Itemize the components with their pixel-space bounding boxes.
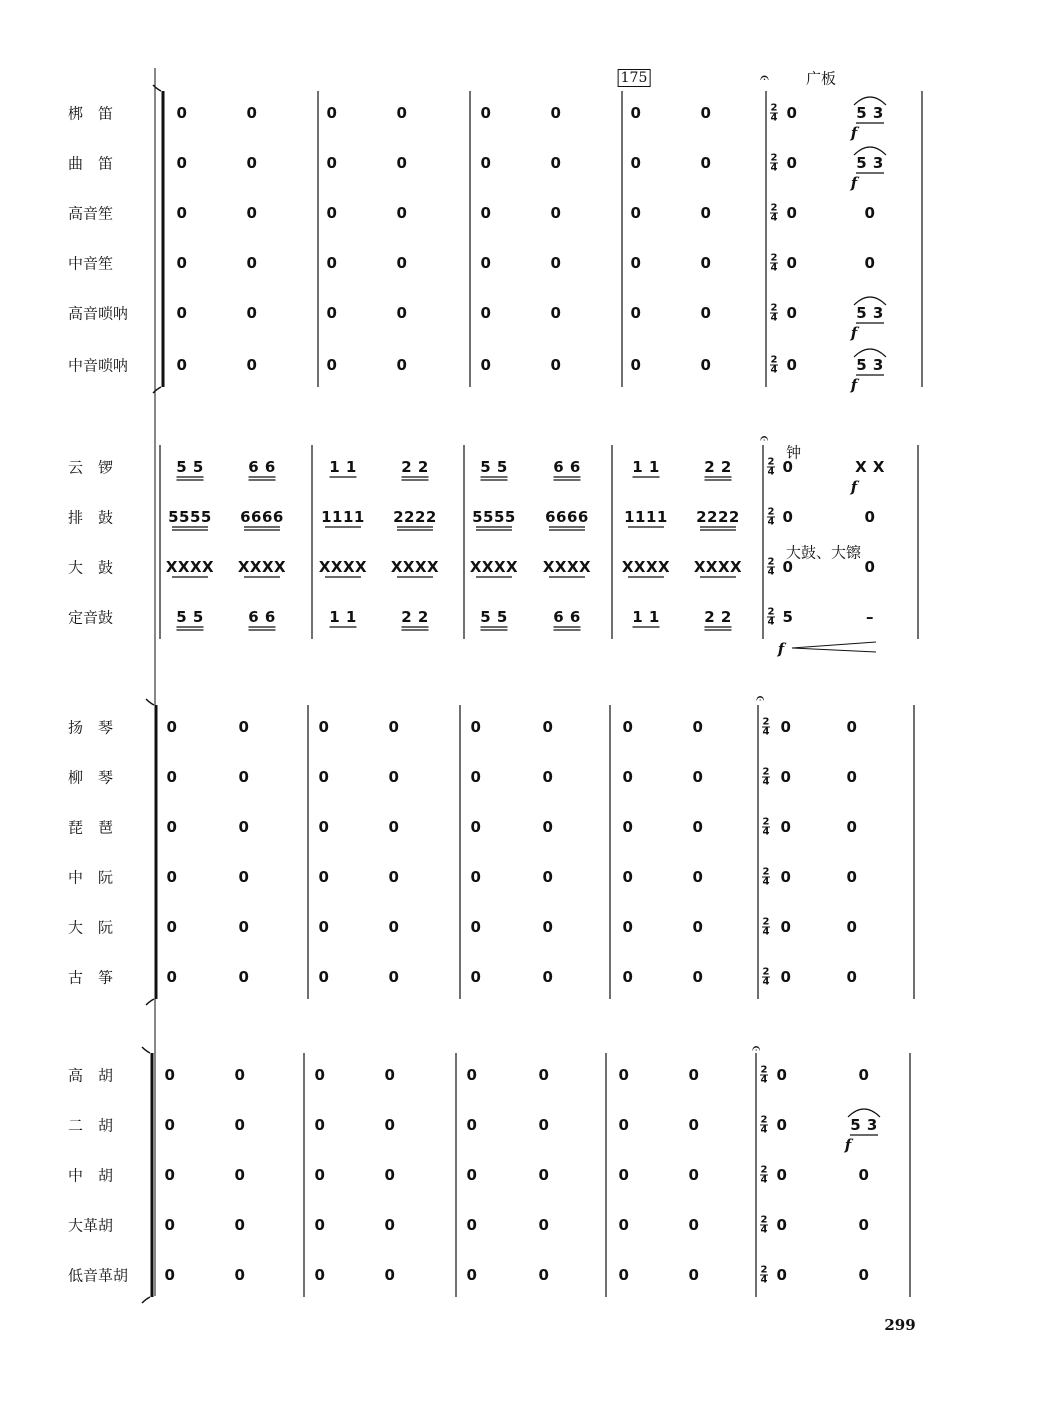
note-0-0: XXXX	[165, 558, 215, 576]
note-0-0: 0	[166, 768, 178, 786]
note-0-1: 0	[246, 154, 258, 172]
last-note-0: 0	[776, 1216, 788, 1234]
note-2-1: 0	[550, 356, 562, 374]
note-3-0: 1 1	[632, 458, 660, 476]
bracket-top-hook	[146, 699, 154, 705]
time-signature: 2 4	[770, 102, 778, 124]
time-signature: 2 4	[760, 1264, 768, 1286]
last-note-0: 0	[786, 304, 798, 322]
time-signature: 2 4	[762, 916, 770, 938]
note-2-1: XXXX	[542, 558, 592, 576]
note-1-1: 0	[396, 254, 408, 272]
time-signature: 2 4	[770, 354, 778, 376]
note-0-0: 0	[164, 1216, 176, 1234]
last-note-0: 0	[780, 868, 792, 886]
note-3-1: 0	[692, 718, 704, 736]
bracket-bottom-hook	[153, 387, 161, 393]
note-2-1: 0	[550, 254, 562, 272]
note-0-0: 0	[164, 1266, 176, 1284]
instrument-name: 柳 琴	[68, 768, 114, 787]
note-0-1: 0	[238, 868, 250, 886]
note-2-0: 0	[470, 768, 482, 786]
note-1-1: 0	[384, 1066, 396, 1084]
note-0-0: 0	[176, 204, 188, 222]
fermata-mark-strings: 𝄐	[752, 1039, 761, 1057]
note-3-0: 0	[630, 104, 642, 122]
note-0-0: 0	[166, 718, 178, 736]
instrument-name: 中 阮	[68, 868, 114, 887]
note-2-1: 0	[542, 968, 554, 986]
note-3-1: 0	[688, 1166, 700, 1184]
last-note-0: 0	[776, 1116, 788, 1134]
note-2-1: 0	[542, 718, 554, 736]
note-2-1: 0	[538, 1266, 550, 1284]
note-2-0: 0	[480, 104, 492, 122]
last-note-1: 0	[846, 818, 858, 836]
note-3-1: 0	[700, 304, 712, 322]
instrument-name: 高音笙	[68, 204, 114, 223]
rehearsal-mark: 175	[618, 69, 651, 87]
last-note-0: 0	[780, 918, 792, 936]
note-3-0: 0	[630, 254, 642, 272]
dynamic-forte: f	[850, 124, 858, 142]
last-note-1: 0	[858, 1266, 870, 1284]
note-0-1: 6 6	[248, 608, 276, 626]
last-note-0: 0	[776, 1166, 788, 1184]
note-2-0: 0	[480, 154, 492, 172]
note-0-0: 5555	[168, 508, 212, 526]
last-note-0: 5	[782, 608, 794, 626]
note-3-0: 0	[630, 154, 642, 172]
note-3-0: 0	[618, 1166, 630, 1184]
note-2-0: 0	[466, 1216, 478, 1234]
note-3-0: 1 1	[632, 608, 660, 626]
note-2-0: XXXX	[469, 558, 519, 576]
note-0-1: 0	[234, 1116, 246, 1134]
note-0-1: 0	[234, 1216, 246, 1234]
note-3-1: 0	[692, 768, 704, 786]
time-signature: 2 4	[762, 816, 770, 838]
note-0-0: 5 5	[176, 608, 204, 626]
note-3-1: 0	[700, 356, 712, 374]
note-0-1: 0	[246, 104, 258, 122]
time-signature: 2 4	[767, 556, 775, 578]
annotation-bass-drum-cymbal: 大鼓、大镲	[786, 543, 862, 562]
note-1-0: 0	[318, 868, 330, 886]
last-note-1: 0	[864, 558, 876, 576]
dynamic-forte: f	[850, 324, 858, 342]
time-signature: 2 4	[760, 1214, 768, 1236]
note-0-1: 0	[246, 304, 258, 322]
time-signature: 2 4	[767, 606, 775, 628]
last-note-0: 0	[786, 204, 798, 222]
note-3-1: 0	[692, 918, 704, 936]
last-note-1: –	[866, 608, 874, 626]
time-signature: 2 4	[767, 456, 775, 478]
instrument-name: 中音笙	[68, 254, 114, 273]
note-0-1: 0	[238, 968, 250, 986]
note-2-1: 6 6	[553, 608, 581, 626]
note-1-0: 1 1	[329, 608, 357, 626]
note-0-1: 6 6	[248, 458, 276, 476]
note-1-1: 0	[388, 718, 400, 736]
time-signature: 2 4	[762, 966, 770, 988]
note-2-0: 0	[470, 818, 482, 836]
last-note-0: 0	[780, 818, 792, 836]
note-1-0: 0	[314, 1216, 326, 1234]
dynamic-forte: f	[850, 478, 858, 496]
note-3-1: 0	[692, 968, 704, 986]
note-1-1: 2 2	[401, 458, 429, 476]
note-3-0: 0	[622, 868, 634, 886]
tempo-marking: 广板	[806, 69, 837, 88]
note-3-0: 1111	[624, 508, 668, 526]
note-2-0: 0	[466, 1266, 478, 1284]
note-1-1: 0	[388, 818, 400, 836]
last-note-0: 0	[786, 104, 798, 122]
last-note-0: 0	[786, 154, 798, 172]
last-note-0: 0	[780, 768, 792, 786]
note-0-1: 0	[238, 718, 250, 736]
instrument-name: 中 胡	[68, 1166, 114, 1185]
note-1-0: 0	[326, 254, 338, 272]
note-3-0: 0	[622, 718, 634, 736]
note-1-1: 0	[384, 1216, 396, 1234]
note-3-0: 0	[622, 968, 634, 986]
time-signature: 2 4	[770, 302, 778, 324]
note-3-1: 2 2	[704, 608, 732, 626]
last-note-1: 0	[846, 918, 858, 936]
note-3-1: 0	[692, 818, 704, 836]
note-0-0: 0	[166, 868, 178, 886]
last-note-0: 0	[782, 458, 794, 476]
note-0-0: 0	[176, 254, 188, 272]
last-note-0: 0	[782, 558, 794, 576]
last-note-1: 0	[846, 718, 858, 736]
bracket-bottom-hook	[146, 999, 154, 1005]
note-3-1: 0	[700, 154, 712, 172]
note-1-0: 0	[314, 1266, 326, 1284]
note-1-1: 0	[388, 918, 400, 936]
last-note-1: 5 3	[856, 154, 884, 172]
instrument-name: 高音唢呐	[68, 304, 129, 323]
time-signature: 2 4	[767, 506, 775, 528]
annotation-bell: 钟	[786, 443, 802, 462]
bracket-bottom-hook	[142, 1297, 150, 1303]
note-2-1: 0	[542, 818, 554, 836]
time-signature: 2 4	[760, 1064, 768, 1086]
time-signature: 2 4	[762, 716, 770, 738]
last-note-1: 5 3	[850, 1116, 878, 1134]
note-0-1: 0	[238, 918, 250, 936]
note-1-0: 0	[326, 104, 338, 122]
note-1-1: 0	[396, 204, 408, 222]
last-note-1: 0	[864, 508, 876, 526]
page-number: 299	[884, 1316, 916, 1334]
note-3-0: 0	[630, 356, 642, 374]
note-1-0: 0	[326, 204, 338, 222]
hairpin-decrescendo	[792, 642, 876, 652]
last-note-1: 0	[858, 1166, 870, 1184]
note-2-1: 0	[542, 768, 554, 786]
note-3-0: 0	[618, 1216, 630, 1234]
note-3-0: 0	[618, 1266, 630, 1284]
note-3-1: 0	[688, 1266, 700, 1284]
instrument-name: 曲 笛	[68, 154, 114, 173]
last-note-1: 5 3	[856, 304, 884, 322]
note-2-1: 0	[542, 918, 554, 936]
note-3-0: 0	[622, 918, 634, 936]
note-2-1: 6666	[545, 508, 589, 526]
instrument-name: 大 阮	[68, 918, 114, 937]
note-1-1: 0	[388, 768, 400, 786]
note-1-1: XXXX	[390, 558, 440, 576]
note-1-0: 0	[318, 818, 330, 836]
dynamic-forte: f	[777, 640, 785, 658]
note-1-1: 0	[388, 968, 400, 986]
time-signature: 2 4	[762, 766, 770, 788]
instrument-name: 中音唢呐	[68, 356, 129, 375]
note-2-1: 0	[550, 104, 562, 122]
dynamic-forte: f	[844, 1136, 852, 1154]
note-2-1: 0	[542, 868, 554, 886]
note-2-0: 5555	[472, 508, 516, 526]
time-signature: 2 4	[760, 1164, 768, 1186]
note-1-1: 0	[396, 154, 408, 172]
note-1-0: XXXX	[318, 558, 368, 576]
note-3-1: 0	[688, 1066, 700, 1084]
note-3-1: 0	[688, 1216, 700, 1234]
note-3-0: 0	[618, 1116, 630, 1134]
note-3-1: 0	[688, 1116, 700, 1134]
last-note-1: 0	[846, 968, 858, 986]
time-signature: 2 4	[770, 202, 778, 224]
note-2-0: 0	[470, 868, 482, 886]
note-1-1: 0	[396, 104, 408, 122]
time-signature: 2 4	[762, 866, 770, 888]
note-0-0: 0	[176, 154, 188, 172]
note-1-0: 0	[318, 968, 330, 986]
note-2-0: 0	[480, 204, 492, 222]
fermata-mark-plucked: 𝄐	[756, 689, 765, 707]
note-1-1: 0	[384, 1166, 396, 1184]
note-2-1: 0	[538, 1116, 550, 1134]
note-2-0: 0	[466, 1066, 478, 1084]
note-2-1: 0	[538, 1166, 550, 1184]
note-0-0: 5 5	[176, 458, 204, 476]
instrument-name: 大革胡	[68, 1216, 114, 1235]
note-2-0: 5 5	[480, 458, 508, 476]
instrument-name: 排 鼓	[68, 508, 114, 527]
note-3-1: 0	[692, 868, 704, 886]
time-signature: 2 4	[770, 152, 778, 174]
note-1-0: 0	[326, 154, 338, 172]
instrument-name: 云 锣	[68, 458, 114, 477]
note-0-0: 0	[166, 818, 178, 836]
note-2-0: 0	[470, 918, 482, 936]
note-0-1: 0	[234, 1266, 246, 1284]
instrument-name: 定音鼓	[68, 608, 114, 627]
note-1-0: 0	[318, 918, 330, 936]
last-note-0: 0	[786, 356, 798, 374]
note-0-1: 0	[238, 818, 250, 836]
note-1-1: 0	[384, 1266, 396, 1284]
time-signature: 2 4	[770, 252, 778, 274]
note-2-1: 0	[550, 304, 562, 322]
last-note-1: 0	[858, 1066, 870, 1084]
bracket-top-hook	[153, 85, 161, 91]
note-0-0: 0	[166, 968, 178, 986]
instrument-name: 高 胡	[68, 1066, 114, 1085]
last-note-0: 0	[780, 718, 792, 736]
note-0-0: 0	[176, 304, 188, 322]
note-0-1: 0	[234, 1166, 246, 1184]
note-3-0: 0	[622, 768, 634, 786]
last-note-0: 0	[782, 508, 794, 526]
fermata-mark-top: 𝄐	[760, 68, 769, 87]
dynamic-forte: f	[850, 174, 858, 192]
note-0-0: 0	[166, 918, 178, 936]
last-note-0: 0	[780, 968, 792, 986]
note-1-1: 0	[384, 1116, 396, 1134]
note-3-1: 2222	[696, 508, 740, 526]
instrument-name: 大 鼓	[68, 558, 114, 577]
note-0-1: 0	[246, 254, 258, 272]
note-0-0: 0	[176, 104, 188, 122]
note-0-1: 0	[246, 356, 258, 374]
note-0-1: 6666	[240, 508, 284, 526]
note-2-1: 0	[550, 204, 562, 222]
last-note-1: 0	[864, 254, 876, 272]
last-note-1: 0	[846, 868, 858, 886]
note-0-1: XXXX	[237, 558, 287, 576]
note-0-0: 0	[164, 1116, 176, 1134]
note-2-1: 0	[538, 1066, 550, 1084]
note-2-0: 0	[470, 968, 482, 986]
note-2-1: 0	[550, 154, 562, 172]
note-2-0: 0	[470, 718, 482, 736]
bracket-top-hook	[142, 1047, 150, 1053]
last-note-0: 0	[776, 1066, 788, 1084]
instrument-name: 二 胡	[68, 1116, 114, 1135]
note-2-0: 0	[480, 356, 492, 374]
note-2-0: 0	[480, 254, 492, 272]
last-note-0: 0	[776, 1266, 788, 1284]
note-2-0: 0	[466, 1116, 478, 1134]
note-1-0: 0	[314, 1066, 326, 1084]
note-3-0: 0	[630, 304, 642, 322]
instrument-name: 琵 琶	[68, 818, 114, 837]
last-note-1: X X	[855, 458, 885, 476]
note-0-1: 0	[234, 1066, 246, 1084]
note-1-1: 2222	[393, 508, 437, 526]
note-3-1: XXXX	[693, 558, 743, 576]
note-1-0: 0	[326, 304, 338, 322]
note-3-1: 0	[700, 204, 712, 222]
note-2-0: 0	[466, 1166, 478, 1184]
last-note-1: 0	[864, 204, 876, 222]
last-note-1: 0	[858, 1216, 870, 1234]
instrument-name: 低音革胡	[68, 1266, 129, 1285]
last-note-1: 5 3	[856, 104, 884, 122]
last-note-1: 5 3	[856, 356, 884, 374]
note-1-0: 0	[314, 1116, 326, 1134]
time-signature: 2 4	[760, 1114, 768, 1136]
note-0-1: 0	[238, 768, 250, 786]
fermata-mark-percussion: 𝄐	[760, 429, 769, 447]
note-3-0: 0	[630, 204, 642, 222]
note-3-0: XXXX	[621, 558, 671, 576]
instrument-name: 扬 琴	[68, 718, 114, 737]
note-0-0: 0	[164, 1066, 176, 1084]
note-1-0: 0	[326, 356, 338, 374]
note-1-0: 0	[318, 718, 330, 736]
instrument-name: 古 筝	[68, 968, 114, 987]
note-1-1: 2 2	[401, 608, 429, 626]
note-2-0: 0	[480, 304, 492, 322]
note-2-1: 0	[538, 1216, 550, 1234]
note-1-1: 0	[396, 304, 408, 322]
note-1-1: 0	[388, 868, 400, 886]
note-3-1: 0	[700, 254, 712, 272]
instrument-name: 梆 笛	[68, 104, 114, 123]
last-note-0: 0	[786, 254, 798, 272]
note-3-1: 0	[700, 104, 712, 122]
note-0-0: 0	[176, 356, 188, 374]
note-0-1: 0	[246, 204, 258, 222]
note-1-0: 1 1	[329, 458, 357, 476]
note-1-0: 0	[314, 1166, 326, 1184]
note-0-0: 0	[164, 1166, 176, 1184]
note-2-0: 5 5	[480, 608, 508, 626]
note-3-1: 2 2	[704, 458, 732, 476]
note-3-0: 0	[622, 818, 634, 836]
dynamic-forte: f	[850, 376, 858, 394]
note-2-1: 6 6	[553, 458, 581, 476]
note-1-0: 0	[318, 768, 330, 786]
note-3-0: 0	[618, 1066, 630, 1084]
note-1-0: 1111	[321, 508, 365, 526]
last-note-1: 0	[846, 768, 858, 786]
note-1-1: 0	[396, 356, 408, 374]
